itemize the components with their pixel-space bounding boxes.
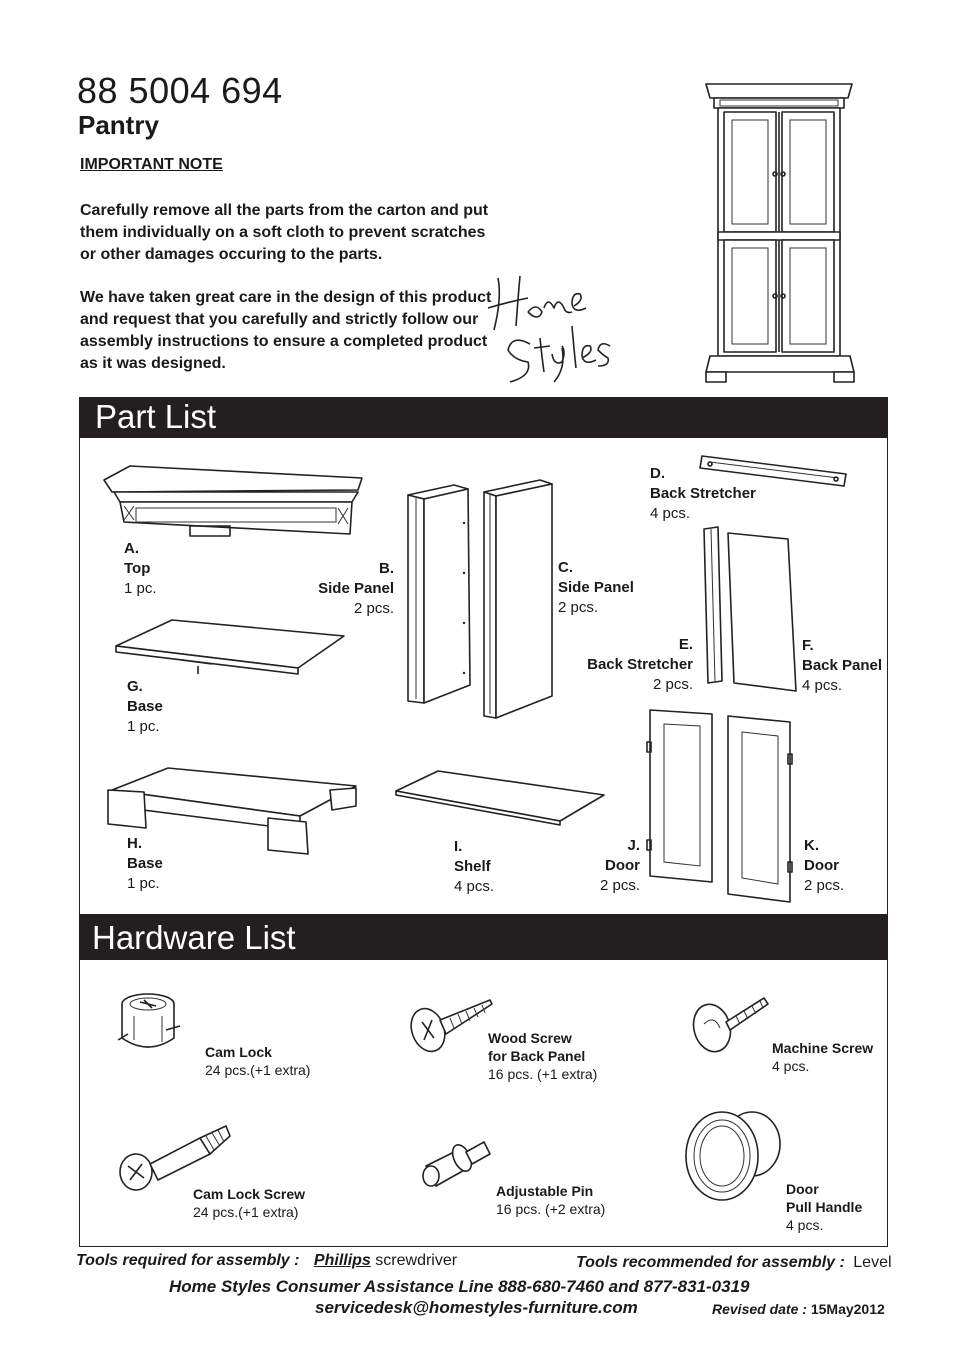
part-d-label (650, 464, 756, 524)
part-qty: 1 pc. (124, 580, 157, 597)
revised-date-value: 15May2012 (810, 1301, 885, 1317)
model-number: 88 5004 694 (77, 70, 283, 111)
part-qty: 4 pcs. (454, 878, 495, 895)
cam-lock-icon (114, 990, 184, 1058)
part-i-shelf-illustration (394, 769, 608, 829)
tools-required-label: Tools required for assembly : (76, 1252, 300, 1269)
part-letter: H. (127, 835, 142, 852)
part-letter: G. (127, 678, 143, 695)
part-letter: F. (802, 637, 814, 654)
part-f-back-panel-illustration (724, 529, 800, 695)
adjustable-pin-icon (418, 1130, 494, 1192)
hardware-qty: 4 pcs. (772, 1058, 810, 1074)
part-letter: E. (678, 636, 693, 653)
part-qty: 1 pc. (127, 718, 160, 735)
part-letter: C. (558, 559, 573, 576)
hardware-cam-lock-label (205, 1043, 310, 1079)
part-name: Side Panel (558, 579, 634, 596)
part-j-label (580, 836, 640, 896)
hardware-name: Machine Screw (772, 1040, 874, 1056)
part-letter: B. (379, 560, 394, 577)
revised-date (712, 1301, 885, 1317)
part-b-label (300, 559, 394, 619)
hardware-list-title: Hardware List (92, 919, 296, 956)
tools-recommended (576, 1254, 892, 1272)
tools-required (76, 1252, 457, 1270)
machine-screw-icon (690, 994, 770, 1060)
part-c-label (558, 558, 634, 618)
part-f-label (802, 636, 882, 696)
part-name: Side Panel (318, 580, 394, 597)
hardware-qty: 4 pcs. (786, 1217, 824, 1233)
part-k-label (804, 836, 844, 896)
part-name: Door (804, 857, 839, 874)
hardware-name: Cam Lock Screw (193, 1186, 306, 1202)
part-qty: 2 pcs. (353, 600, 394, 617)
part-qty: 2 pcs. (652, 676, 693, 693)
hardware-machine-screw-label (772, 1039, 873, 1075)
home-styles-logo (484, 268, 654, 384)
part-name: Back Stretcher (587, 656, 693, 673)
hardware-qty: 16 pcs. (+1 extra) (488, 1066, 598, 1082)
product-name: Pantry (78, 110, 159, 140)
part-letter: K. (804, 837, 819, 854)
part-b-side-panel-illustration (404, 483, 478, 705)
tools-recommended-label: Tools recommended for assembly : (576, 1254, 845, 1271)
part-qty: 2 pcs. (804, 877, 845, 894)
part-a-top-illustration (100, 462, 365, 544)
consumer-assistance-line: Home Styles Consumer Assistance Line 888-680-7460 and 877-831-0319 (169, 1277, 750, 1296)
hardware-name: Door (786, 1181, 819, 1197)
part-name: Door (605, 857, 640, 874)
hardware-door-pull-handle-label (786, 1180, 862, 1234)
part-list-header (79, 397, 888, 438)
part-name: Back Panel (802, 657, 883, 674)
part-a-label (124, 539, 157, 599)
part-c-side-panel-illustration (480, 476, 556, 721)
part-name: Top (124, 560, 151, 577)
hardware-list-header (79, 914, 888, 960)
hardware-cam-lock-screw-label (193, 1185, 305, 1221)
part-h-label (127, 834, 163, 894)
hardware-qty: 24 pcs.(+1 extra) (205, 1062, 311, 1078)
part-g-label (127, 677, 163, 737)
part-name: Base (127, 698, 163, 715)
part-qty: 2 pcs. (558, 599, 599, 616)
part-qty: 4 pcs. (650, 505, 691, 522)
part-qty: 1 pc. (127, 875, 160, 892)
tools-recommended-value: Level (853, 1254, 892, 1271)
hardware-name: Adjustable Pin (496, 1183, 594, 1199)
hardware-adjustable-pin-label (496, 1182, 605, 1218)
hardware-name-line-2: for Back Panel (488, 1048, 586, 1064)
part-e-back-stretcher-illustration (700, 525, 724, 685)
part-letter: A. (124, 540, 139, 557)
hardware-name: Cam Lock (205, 1044, 272, 1060)
pantry-cabinet-illustration (700, 76, 860, 386)
door-pull-handle-icon (684, 1104, 782, 1204)
part-name: Base (127, 855, 163, 872)
part-e-label (580, 635, 693, 695)
part-qty: 4 pcs. (802, 677, 843, 694)
tools-required-screwdriver: screwdriver (375, 1252, 458, 1269)
part-g-base-illustration (112, 616, 348, 682)
part-qty: 2 pcs. (599, 877, 640, 894)
hardware-name-line-2: Pull Handle (786, 1199, 863, 1215)
part-letter: I. (454, 838, 463, 855)
hardware-qty: 24 pcs.(+1 extra) (193, 1204, 299, 1220)
important-note-paragraph-2: We have taken great care in the design of this product and request that you carefully and strictly follow our assembly instructions to ensure a completed product as it was designed. (80, 289, 492, 372)
part-k-door-illustration (724, 712, 796, 906)
revised-date-label: Revised date : (712, 1301, 807, 1317)
part-letter: J. (627, 837, 640, 854)
hardware-wood-screw-label (488, 1029, 597, 1083)
important-note-title: IMPORTANT NOTE (80, 156, 223, 173)
service-email[interactable]: servicedesk@homestyles-furniture.com (315, 1298, 638, 1317)
part-name: Shelf (454, 858, 491, 875)
part-list-title: Part List (95, 398, 217, 435)
part-i-label (454, 837, 494, 897)
tools-required-phillips: Phillips (313, 1252, 371, 1269)
hardware-name: Wood Screw (488, 1030, 572, 1046)
part-j-door-illustration (646, 706, 718, 884)
important-note-paragraph-1: Carefully remove all the parts from the carton and put them individually on a soft cloth to prevent scratches or other damages occuring to the parts. (80, 202, 489, 263)
part-letter: D. (650, 465, 665, 482)
wood-screw-icon (406, 990, 496, 1060)
part-name: Back Stretcher (650, 485, 756, 502)
hardware-qty: 16 pcs. (+2 extra) (496, 1201, 606, 1217)
